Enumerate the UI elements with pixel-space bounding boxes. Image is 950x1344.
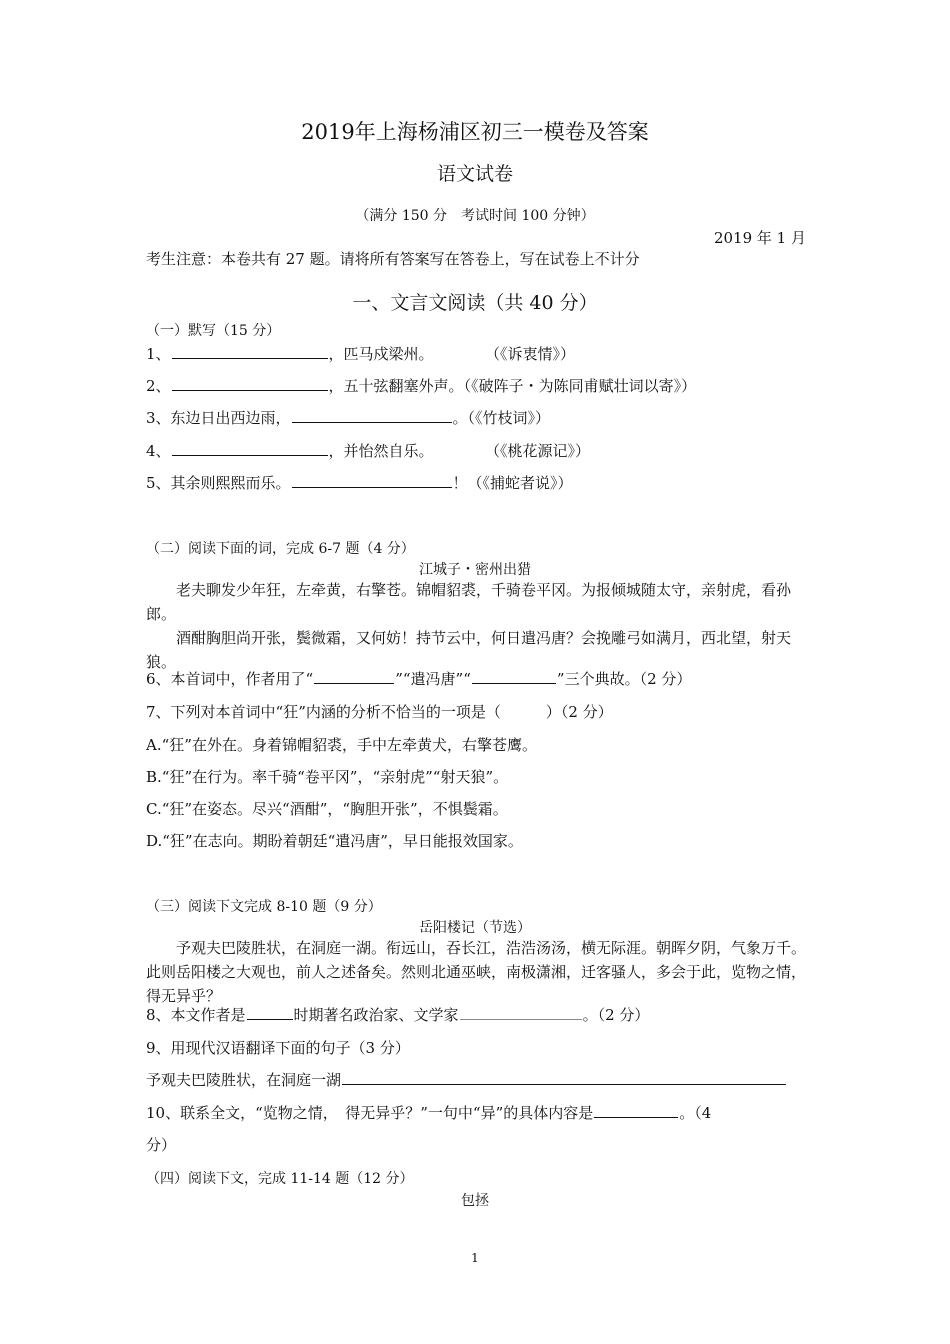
answer-blank[interactable]	[460, 1005, 582, 1020]
answer-blank[interactable]	[292, 408, 452, 423]
page-title: 2019年上海杨浦区初三一模卷及答案	[301, 120, 649, 144]
section-heading: 一、文言文阅读（共 40 分）	[352, 292, 598, 314]
answer-blank[interactable]	[314, 669, 394, 684]
answer-blank[interactable]	[172, 376, 328, 391]
question-1: 1、 ，匹马戍梁州。	[146, 345, 434, 363]
part4-text-title: 包拯	[461, 1193, 489, 1209]
question-4-source: （《桃花源记》）	[485, 442, 591, 460]
answer-blank[interactable]	[292, 473, 452, 488]
question-1-source: （《诉衷情》）	[485, 345, 576, 363]
exam-info: （满分 150 分 考试时间 100 分钟）	[355, 208, 595, 224]
passage-text: 予观夫巴陵胜状，在洞庭一湖。衔远山，吞长江，浩浩汤汤，横无际涯。朝晖夕阴，气象万千。此则岳阳楼之大观也，前人之述备矣。然则北通巫峡，南极潇湘，迁客骚人，多会于此，览物之情，得无异乎？	[146, 939, 807, 1005]
question-6: 6、本首词中，作者用了“ ”“遣冯唐”“ ”三个典故。（2 分）	[146, 670, 692, 688]
answer-blank[interactable]	[247, 1005, 293, 1020]
page-number: 1	[471, 1251, 479, 1265]
exam-notice: 考生注意：本卷共有 27 题。请将所有答案写在答卷上，写在试卷上不计分	[146, 250, 640, 268]
answer-blank[interactable]	[594, 1103, 678, 1118]
answer-blank[interactable]	[172, 344, 328, 359]
question-10: 10、联系全文，“览物之情， 得无异乎？”一句中“异”的具体内容是 。（4	[146, 1104, 712, 1122]
question-9-sentence: 予观夫巴陵胜状，在洞庭一湖	[146, 1069, 787, 1090]
part2-label: （二）阅读下面的词，完成 6-7 题（4 分）	[146, 541, 415, 557]
answer-blank[interactable]	[172, 441, 328, 456]
page-subtitle: 语文试卷	[436, 163, 513, 185]
poem-title: 江城子・密州出猎	[419, 562, 531, 578]
part3-label: （三）阅读下文完成 8-10 题（9 分）	[146, 899, 382, 915]
answer-blank[interactable]	[472, 669, 556, 684]
question-9: 9、用现代汉语翻译下面的句子（3 分）	[146, 1039, 410, 1057]
question-8: 8、本文作者是 时期著名政治家、文学家 。（2 分）	[146, 1006, 650, 1024]
option-c: C.“狂”在姿态。尽兴“酒酣”，“胸胆开张”，不惧鬓霜。	[146, 800, 508, 818]
question-4: 4、 ，并怡然自乐。	[146, 442, 434, 460]
option-d: D.“狂”在志向。期盼着朝廷“遣冯唐”，早日能报效国家。	[146, 832, 523, 850]
poem-paragraph-1: 老夫聊发少年狂，左牵黄，右擎苍。锦帽貂裘，千骑卷平冈。为报倾城随太守，亲射虎，看孙郎。	[146, 581, 792, 623]
option-a: A.“狂”在外在。身着锦帽貂裘，手中左牵黄犬，右擎苍鹰。	[146, 736, 537, 754]
poem-paragraph-2: 酒酣胸胆尚开张，鬓微霜，又何妨！持节云中，何日遣冯唐？会挽雕弓如满月，西北望，射天狼。	[146, 629, 792, 671]
part4-label: （四）阅读下文，完成 11-14 题（12 分）	[146, 1171, 414, 1187]
part1-label: （一）默写（15 分）	[146, 323, 281, 339]
answer-blank[interactable]	[342, 1070, 786, 1085]
question-5: 5、其余则熙熙而乐。 ！（《捕蛇者说》）	[146, 474, 573, 492]
option-b: B.“狂”在行为。率千骑“卷平冈”，“亲射虎”“射天狼”。	[146, 768, 509, 786]
question-2: 2、 ，五十弦翻塞外声。（《破阵子・为陈同甫赋壮词以寄》）	[146, 377, 697, 395]
question-3: 3、东边日出西边雨， 。（《竹枝词》）	[146, 409, 551, 427]
exam-date: 2019 年 1 月	[713, 229, 806, 247]
passage-title: 岳阳楼记（节选）	[419, 920, 531, 936]
question-7: 7、下列对本首词中“狂”内涵的分析不恰当的一项是（ ）（2 分）	[146, 703, 613, 721]
question-10-continued: 分）	[146, 1136, 177, 1154]
